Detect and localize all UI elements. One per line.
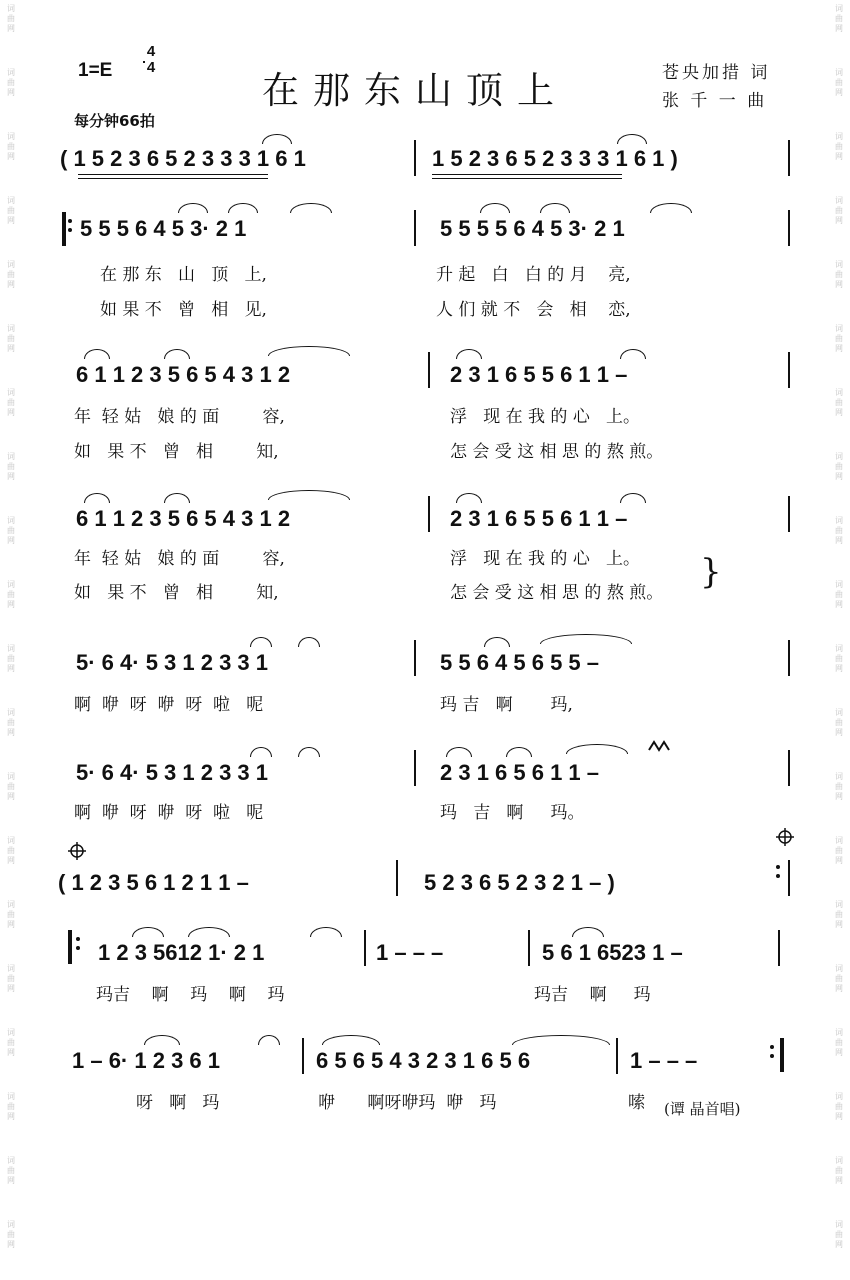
staff-line-chorus-1-right: 5 5 6 4 5 6 5 5 – — [440, 650, 600, 675]
barline — [62, 212, 66, 246]
watermark-char: 词 — [7, 708, 15, 717]
lyrics-verse-1-line-b-right: 人 们 就 不 会 相 恋, — [436, 300, 631, 320]
watermark-char: 网 — [835, 728, 843, 737]
watermark-group — [7, 576, 15, 640]
slur — [250, 747, 272, 757]
repeat-end — [776, 860, 780, 883]
watermark-char: 词 — [835, 1156, 843, 1165]
watermark-char: 网 — [7, 600, 15, 609]
meter-top: 4 — [146, 43, 156, 60]
watermark-char: 曲 — [835, 462, 843, 471]
watermark-char: 网 — [835, 344, 843, 353]
coda-icon — [68, 842, 86, 860]
watermark-char: 网 — [7, 344, 15, 353]
lyrics-chorus-1-left: 啊 咿 呀 咿 呀 啦 呢 — [74, 695, 264, 715]
watermark-char: 网 — [835, 408, 843, 417]
watermark-group — [835, 448, 843, 512]
watermark-group — [7, 704, 15, 768]
watermark-char: 网 — [835, 600, 843, 609]
watermark-char: 词 — [835, 580, 843, 589]
barline — [788, 860, 790, 896]
watermark-char: 曲 — [835, 526, 843, 535]
watermark-group — [7, 128, 15, 192]
watermark-char: 曲 — [835, 1166, 843, 1175]
watermark-char: 网 — [835, 1176, 843, 1185]
staff-line-intro-right: 1 5 2 3 6 5 2 3 3 3 1 6 1 ) — [432, 146, 678, 171]
barline — [428, 496, 430, 532]
watermark-char: 网 — [7, 728, 15, 737]
barline — [788, 352, 790, 388]
watermark-group — [7, 1088, 15, 1152]
watermark-char: 词 — [835, 132, 843, 141]
watermark-char: 曲 — [7, 782, 15, 791]
watermark-group — [835, 320, 843, 384]
key-signature: 1=E — [78, 60, 113, 81]
watermark-group — [835, 1216, 843, 1280]
watermark-char: 曲 — [7, 654, 15, 663]
barline — [414, 210, 416, 246]
staff-line-chorus-2-right: 2 3 1 6 5 6 1 1 – — [440, 760, 600, 785]
watermark-char: 网 — [835, 536, 843, 545]
lyrics-verse-1-line-a-left: 在 那 东 山 顶 上, — [100, 265, 267, 285]
watermark-char: 词 — [835, 1220, 843, 1229]
watermark-char: 曲 — [7, 142, 15, 151]
lyrics-refrain-right: 玛吉 啊 玛 — [534, 985, 651, 1005]
watermark-char: 词 — [7, 452, 15, 461]
lyrics-ending-b: 咿 啊呀咿玛 咿 玛 — [318, 1093, 497, 1113]
watermark-char: 词 — [7, 516, 15, 525]
watermark-group — [835, 704, 843, 768]
repeat-start — [76, 932, 80, 955]
barline — [788, 140, 790, 176]
lyrics-ending-a: 呀 啊 玛 — [136, 1093, 220, 1113]
watermark-char: 网 — [835, 984, 843, 993]
watermark-char: 曲 — [7, 206, 15, 215]
coda-icon — [776, 828, 794, 846]
watermark-group — [7, 1216, 15, 1280]
staff-line-refrain-a: 1 2 3 5612 1· 2 1 — [98, 940, 265, 965]
staff-line-refrain-c: 5 6 1 6523 1 – — [542, 940, 683, 965]
slur — [258, 1035, 280, 1045]
watermark-char: 曲 — [7, 718, 15, 727]
watermark-char: 网 — [7, 792, 15, 801]
barline — [68, 930, 72, 964]
watermark-group — [7, 960, 15, 1024]
watermark-char: 词 — [7, 260, 15, 269]
watermark-char: 词 — [835, 388, 843, 397]
watermark-char: 曲 — [7, 334, 15, 343]
watermark-char: 曲 — [835, 782, 843, 791]
watermark-group — [7, 64, 15, 128]
slur — [268, 346, 350, 356]
watermark-char: 曲 — [7, 526, 15, 535]
watermark-group — [835, 1024, 843, 1088]
slur — [298, 637, 320, 647]
watermark-group — [835, 384, 843, 448]
lyrics-verse-2-line-b-right: 怎 会 受 这 相 思 的 熬 煎。 — [450, 442, 664, 462]
brace: } — [700, 552, 722, 592]
slur — [310, 927, 342, 937]
watermark-char: 曲 — [7, 590, 15, 599]
staff-line-verse-2-right: 2 3 1 6 5 5 6 1 1 – — [450, 362, 628, 387]
watermark-group — [7, 256, 15, 320]
lyrics-verse-1-line-b-left: 如 果 不 曾 相 见, — [100, 300, 267, 320]
watermark-char: 曲 — [835, 1102, 843, 1111]
slur — [446, 747, 472, 757]
watermark-char: 曲 — [835, 206, 843, 215]
watermark-char: 网 — [7, 1240, 15, 1249]
watermark-char: 词 — [7, 900, 15, 909]
staff-line-refrain-b: 1 – – – — [376, 940, 444, 965]
watermark-group — [835, 1152, 843, 1216]
watermark-char: 词 — [835, 964, 843, 973]
watermark-char: 曲 — [7, 974, 15, 983]
watermark-char: 曲 — [7, 462, 15, 471]
lyrics-refrain-left: 玛吉 啊 玛 啊 玛 — [96, 985, 285, 1005]
watermark-char: 曲 — [835, 1038, 843, 1047]
slur — [506, 747, 532, 757]
barline — [788, 210, 790, 246]
watermark-char: 词 — [7, 1156, 15, 1165]
watermark-group — [7, 0, 15, 64]
watermark-char: 网 — [7, 216, 15, 225]
repeat-start — [68, 214, 72, 237]
slur — [84, 349, 110, 359]
barline — [396, 860, 398, 896]
watermark-char: 词 — [835, 1028, 843, 1037]
watermark-char: 词 — [7, 836, 15, 845]
slur — [164, 349, 190, 359]
watermark-char: 曲 — [835, 1230, 843, 1239]
watermark-group — [835, 0, 843, 64]
slur — [322, 1035, 380, 1045]
watermark-group — [835, 256, 843, 320]
barline — [302, 1038, 304, 1074]
watermark-char: 网 — [7, 88, 15, 97]
watermark-group — [7, 384, 15, 448]
watermark-char: 词 — [7, 772, 15, 781]
watermark-char: 词 — [835, 772, 843, 781]
lyrics-ending-c: 嗦 — [628, 1093, 645, 1113]
watermark-char: 网 — [7, 408, 15, 417]
watermark-char: 词 — [835, 260, 843, 269]
watermark-group — [835, 768, 843, 832]
slur — [484, 637, 510, 647]
watermark-char: 曲 — [7, 78, 15, 87]
watermark-char: 曲 — [7, 1166, 15, 1175]
watermark-char: 曲 — [835, 14, 843, 23]
slur — [290, 203, 332, 213]
slur — [144, 1035, 180, 1045]
lyrics-chorus-2-left: 啊 咿 呀 咿 呀 啦 呢 — [74, 803, 264, 823]
watermark-group — [7, 768, 15, 832]
watermark-group — [835, 640, 843, 704]
watermark-char: 曲 — [7, 398, 15, 407]
underline — [432, 178, 622, 179]
watermark-char: 词 — [835, 196, 843, 205]
watermark-char: 曲 — [835, 398, 843, 407]
singer-credit: (谭 晶首唱) — [664, 1100, 741, 1118]
time-signature — [143, 44, 159, 76]
barline — [428, 352, 430, 388]
repeat-end — [770, 1040, 774, 1063]
staff-line-ending-c: 1 – – – — [630, 1048, 698, 1073]
slur — [512, 1035, 610, 1045]
staff-line-ending-b: 6 5 6 5 4 3 2 3 1 6 5 6 — [316, 1048, 531, 1073]
slur — [228, 203, 258, 213]
watermark-right — [832, 0, 846, 1249]
watermark-char: 词 — [7, 1028, 15, 1037]
lyrics-verse-3-line-a-right: 浮 现 在 我 的 心 上。 — [450, 549, 641, 569]
watermark-char: 网 — [835, 664, 843, 673]
slur — [298, 747, 320, 757]
slur — [620, 493, 646, 503]
watermark-char: 曲 — [835, 974, 843, 983]
slur — [164, 493, 190, 503]
watermark-char: 词 — [7, 644, 15, 653]
watermark-char: 曲 — [835, 910, 843, 919]
watermark-char: 网 — [7, 472, 15, 481]
watermark-char: 网 — [7, 1048, 15, 1057]
watermark-char: 词 — [7, 1092, 15, 1101]
watermark-group — [7, 512, 15, 576]
staff-line-chorus-2-left: 5· 6 4· 5 3 1 2 3 3 1 — [76, 760, 269, 785]
watermark-char: 网 — [835, 1048, 843, 1057]
watermark-char: 网 — [7, 152, 15, 161]
watermark-char: 曲 — [835, 654, 843, 663]
watermark-char: 词 — [7, 132, 15, 141]
watermark-char: 词 — [835, 324, 843, 333]
staff-line-verse-1-left: 5 5 5 6 4 5 3· 2 1 — [80, 216, 247, 241]
slur — [132, 927, 164, 937]
watermark-group — [7, 448, 15, 512]
lyrics-verse-3-line-b-right: 怎 会 受 这 相 思 的 熬 煎。 — [450, 583, 664, 603]
watermark-group — [835, 128, 843, 192]
lyrics-verse-1-line-a-right: 升 起 白 白 的 月 亮, — [436, 265, 631, 285]
watermark-char: 词 — [835, 644, 843, 653]
slur — [84, 493, 110, 503]
watermark-group — [835, 576, 843, 640]
composer-credit: 张 千 一 曲 — [662, 91, 768, 111]
watermark-char: 曲 — [835, 846, 843, 855]
barline — [788, 496, 790, 532]
watermark-char: 词 — [7, 388, 15, 397]
lyrics-verse-3-line-a-left: 年 轻 姑 娘 的 面 容, — [74, 549, 285, 569]
watermark-char: 网 — [7, 536, 15, 545]
watermark-char: 网 — [835, 152, 843, 161]
watermark-char: 曲 — [7, 846, 15, 855]
slur — [540, 203, 570, 213]
watermark-char: 词 — [835, 900, 843, 909]
watermark-char: 词 — [7, 1220, 15, 1229]
watermark-char: 词 — [7, 4, 15, 13]
watermark-group — [835, 896, 843, 960]
watermark-char: 网 — [7, 856, 15, 865]
watermark-char: 词 — [835, 452, 843, 461]
watermark-group — [7, 192, 15, 256]
watermark-char: 网 — [835, 1240, 843, 1249]
watermark-group — [835, 64, 843, 128]
watermark-char: 词 — [835, 1092, 843, 1101]
watermark-char: 曲 — [835, 334, 843, 343]
watermark-char: 曲 — [7, 1230, 15, 1239]
watermark-char: 曲 — [835, 718, 843, 727]
watermark-char: 曲 — [7, 1038, 15, 1047]
barline — [616, 1038, 618, 1074]
underline — [78, 178, 268, 179]
watermark-char: 曲 — [7, 910, 15, 919]
underline — [78, 174, 268, 175]
staff-line-verse-2-left: 6 1 1 2 3 5 6 5 4 3 1 2 — [76, 362, 291, 387]
watermark-char: 网 — [835, 856, 843, 865]
watermark-char: 词 — [835, 708, 843, 717]
watermark-char: 网 — [7, 920, 15, 929]
staff-line-verse-3-left: 6 1 1 2 3 5 6 5 4 3 1 2 — [76, 506, 291, 531]
barline — [364, 930, 366, 966]
barline — [414, 750, 416, 786]
lyrics-chorus-1-right: 玛 吉 啊 玛, — [440, 695, 573, 715]
watermark-char: 网 — [7, 1176, 15, 1185]
tempo-marking: 每分钟66拍 — [74, 112, 155, 130]
underline — [432, 174, 622, 175]
watermark-group — [7, 640, 15, 704]
watermark-group — [7, 1024, 15, 1088]
watermark-char: 网 — [835, 88, 843, 97]
lyricist-credit: 苍央加措 词 — [662, 63, 771, 83]
staff-line-interlude-left: ( 1 2 3 5 6 1 2 1 1 – — [58, 870, 249, 895]
barline — [414, 140, 416, 176]
lyrics-verse-2-line-a-right: 浮 现 在 我 的 心 上。 — [450, 407, 641, 427]
slur — [617, 134, 647, 144]
staff-line-chorus-1-left: 5· 6 4· 5 3 1 2 3 3 1 — [76, 650, 269, 675]
lyrics-verse-2-line-b-left: 如 果 不 曾 相 知, — [74, 442, 279, 462]
watermark-char: 词 — [7, 580, 15, 589]
slur — [250, 637, 272, 647]
watermark-char: 词 — [7, 68, 15, 77]
slur — [268, 490, 350, 500]
watermark-group — [835, 960, 843, 1024]
watermark-char: 曲 — [7, 14, 15, 23]
slur — [480, 203, 510, 213]
barline — [788, 750, 790, 786]
watermark-char: 网 — [7, 664, 15, 673]
staff-line-verse-3-right: 2 3 1 6 5 5 6 1 1 – — [450, 506, 628, 531]
barline — [780, 1038, 784, 1072]
slur — [456, 493, 482, 503]
watermark-group — [7, 832, 15, 896]
watermark-group — [835, 512, 843, 576]
watermark-char: 词 — [7, 196, 15, 205]
watermark-char: 网 — [7, 24, 15, 33]
meter-bottom: 4 — [146, 59, 156, 76]
slur — [456, 349, 482, 359]
watermark-char: 网 — [7, 984, 15, 993]
barline — [414, 640, 416, 676]
barline — [528, 930, 530, 966]
watermark-left — [4, 0, 18, 1249]
slur — [650, 203, 692, 213]
watermark-group — [835, 1088, 843, 1152]
watermark-char: 词 — [7, 324, 15, 333]
meter-line — [143, 61, 145, 63]
watermark-char: 曲 — [835, 142, 843, 151]
watermark-char: 网 — [835, 24, 843, 33]
watermark-char: 网 — [835, 920, 843, 929]
watermark-char: 曲 — [835, 270, 843, 279]
slur — [262, 134, 292, 144]
lyrics-verse-3-line-b-left: 如 果 不 曾 相 知, — [74, 583, 279, 603]
fermata-icon — [648, 740, 670, 752]
slur — [178, 203, 208, 213]
slur — [572, 927, 604, 937]
slur — [188, 927, 230, 937]
watermark-group — [7, 320, 15, 384]
staff-line-intro-left: ( 1 5 2 3 6 5 2 3 3 3 1 6 1 — [60, 146, 306, 171]
watermark-char: 曲 — [7, 1102, 15, 1111]
watermark-char: 曲 — [7, 270, 15, 279]
barline — [778, 930, 780, 966]
lyrics-chorus-2-right: 玛 吉 啊 玛。 — [440, 803, 585, 823]
slur — [620, 349, 646, 359]
watermark-char: 网 — [835, 216, 843, 225]
lyrics-verse-2-line-a-left: 年 轻 姑 娘 的 面 容, — [74, 407, 285, 427]
slur — [566, 744, 628, 754]
watermark-char: 词 — [835, 4, 843, 13]
watermark-char: 词 — [835, 68, 843, 77]
watermark-char: 网 — [835, 1112, 843, 1121]
watermark-group — [835, 192, 843, 256]
watermark-char: 网 — [835, 472, 843, 481]
watermark-char: 网 — [7, 280, 15, 289]
watermark-char: 曲 — [835, 590, 843, 599]
barline — [788, 640, 790, 676]
watermark-group — [835, 832, 843, 896]
watermark-char: 网 — [835, 280, 843, 289]
watermark-char: 词 — [835, 836, 843, 845]
watermark-char: 词 — [7, 964, 15, 973]
watermark-char: 曲 — [835, 78, 843, 87]
slur — [540, 634, 632, 644]
song-title: 在那东山顶上 — [262, 69, 568, 112]
staff-line-verse-1-right: 5 5 5 5 6 4 5 3· 2 1 — [440, 216, 625, 241]
staff-line-interlude-right: 5 2 3 6 5 2 3 2 1 – ) — [424, 870, 615, 895]
watermark-char: 网 — [7, 1112, 15, 1121]
watermark-group — [7, 1152, 15, 1216]
staff-line-ending-a: 1 – 6· 1 2 3 6 1 — [72, 1048, 220, 1073]
watermark-char: 网 — [835, 792, 843, 801]
watermark-group — [7, 896, 15, 960]
watermark-char: 词 — [835, 516, 843, 525]
